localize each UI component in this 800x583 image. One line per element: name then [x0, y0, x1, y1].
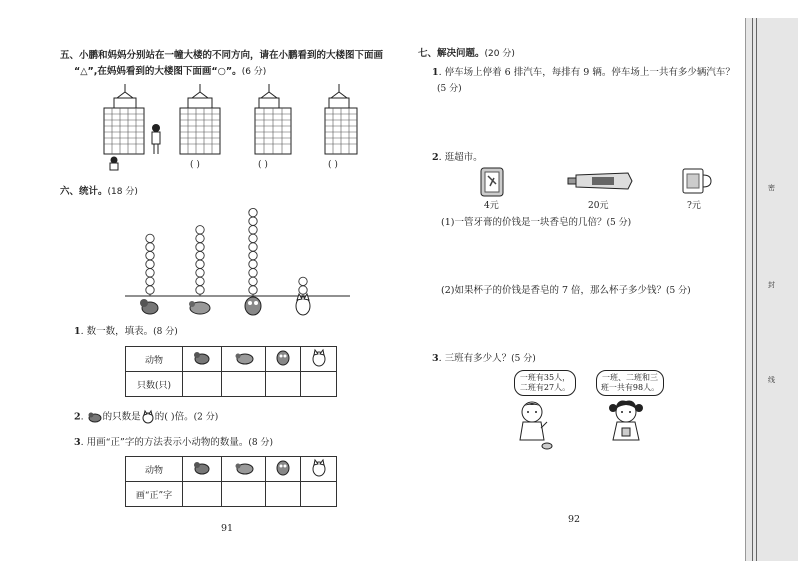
cat-icon: [313, 460, 325, 476]
count-circle: [249, 286, 257, 294]
q7-3-text: . 三班有多少人？: [438, 353, 512, 364]
owl-icon: [245, 297, 261, 315]
count-circle: [196, 234, 204, 242]
bubble1-line1: 一班有35人，: [519, 373, 571, 382]
q6-2-number: 2: [74, 411, 81, 423]
q6-2-text-c: 的( )倍。: [154, 411, 194, 423]
tally-table-dog-cell: [183, 457, 222, 482]
girl-figure-icon: [606, 398, 646, 448]
binding-line-1: [752, 18, 753, 561]
bubble1-line2: 二班有27人。: [519, 383, 571, 392]
count-circle: [299, 286, 307, 294]
q6-1-text: . 数一数，填表。: [80, 326, 154, 337]
q6-2-text-b: 的只数是: [102, 411, 141, 423]
count-circle: [249, 217, 257, 225]
tally-input-owl[interactable]: [265, 482, 301, 507]
count-circle: [249, 226, 257, 234]
count-table-row-label: 只数(只): [126, 372, 183, 397]
q6-1: [74, 326, 178, 338]
count-table-header: 动物: [126, 347, 183, 372]
pictograph-column-pigeon: [196, 226, 204, 296]
binding-strip: [745, 18, 798, 561]
tally-input-pigeon[interactable]: [222, 482, 265, 507]
boy-figure-icon: [110, 157, 118, 171]
count-table-owl-cell: [265, 347, 301, 372]
pigeon-icon: [235, 353, 253, 364]
count-circle: [249, 234, 257, 242]
page-number-right: 92: [568, 514, 581, 525]
q7-2-sub2-text: (2)如果杯子的价钱是香皂的 7 倍，那么杯子多少钱？: [441, 285, 667, 296]
buildings-illustration: [100, 84, 360, 174]
q6-2-points: (2 分): [193, 412, 219, 423]
dog-icon: [88, 413, 101, 423]
q7-2-sub1-points: (5 分): [606, 218, 632, 228]
toothpaste-icon: [566, 172, 634, 190]
q7-1-number: 1: [432, 67, 439, 78]
q6-2: [74, 410, 218, 424]
count-circle: [146, 260, 154, 268]
cat-icon: [296, 294, 310, 315]
building-4-icon: [325, 84, 357, 154]
q6-1-points: (8 分): [153, 327, 178, 337]
count-circle: [299, 277, 307, 285]
pictograph-column-dog: [146, 234, 154, 296]
building-1-icon: [104, 84, 144, 154]
count-circle: [249, 251, 257, 259]
answer-blank-building-2[interactable]: ( ): [190, 160, 200, 170]
pigeon-icon: [235, 463, 253, 474]
tally-input-dog[interactable]: [183, 482, 222, 507]
building-2-icon: [180, 84, 220, 154]
tally-table-pigeon-cell: [222, 457, 265, 482]
count-input-cat[interactable]: [301, 372, 337, 397]
count-circle: [196, 226, 204, 234]
q7-3: [432, 353, 536, 365]
count-circle: [196, 243, 204, 251]
q7-title: [418, 48, 515, 60]
q6-3-points: (8 分): [248, 438, 274, 448]
count-circle: [249, 277, 257, 285]
cat-icon: [313, 350, 325, 366]
q7-3-points: (5 分): [511, 354, 536, 364]
pictograph-column-cat: [299, 277, 307, 296]
price-soap: 4元: [484, 201, 499, 211]
tally-table-owl-cell: [265, 457, 301, 482]
dog-icon: [194, 352, 209, 364]
count-table-dog-cell: [183, 347, 222, 372]
bubble2-line1: 一班、二班和三: [602, 373, 658, 382]
count-table: [125, 346, 337, 397]
building-3-icon: [255, 84, 291, 154]
count-circle: [146, 243, 154, 251]
cup-icon: [680, 166, 712, 196]
count-input-pigeon[interactable]: [222, 372, 265, 397]
tally-table: [125, 456, 337, 507]
count-circle: [249, 260, 257, 268]
price-toothpaste: 20元: [588, 201, 609, 211]
animal-count-pictograph: [125, 200, 355, 325]
q6-1-number: 1: [74, 326, 81, 337]
count-circle: [196, 260, 204, 268]
q7-2-sub1: [441, 217, 631, 229]
q5-title-line1: 五、小鹏和妈妈分别站在一幢大楼的不同方向，请在小鹏看到的大楼图下面画: [60, 50, 384, 61]
count-circle: [196, 277, 204, 285]
q7-title-text: 七、解决问题。: [418, 48, 485, 59]
owl-icon: [277, 351, 289, 365]
count-table-cat-cell: [301, 347, 337, 372]
count-circle: [146, 234, 154, 242]
q7-3-number: 3: [432, 353, 439, 364]
count-input-owl[interactable]: [265, 372, 301, 397]
speech-bubble-2: [596, 370, 664, 396]
binding-char-2: 封: [768, 281, 775, 289]
q5-points: (6 分): [241, 67, 267, 77]
count-circle: [196, 269, 204, 277]
price-cup: ?元: [687, 201, 701, 211]
count-circle: [249, 243, 257, 251]
pigeon-icon: [189, 301, 210, 314]
count-circle: [196, 286, 204, 294]
q6-3-text: . 用画“正”字的方法表示小动物的数量。: [80, 437, 249, 448]
binding-char-3: 线: [768, 376, 775, 384]
q7-points: (20 分): [484, 49, 515, 59]
soap-icon: [478, 166, 508, 198]
q7-1-text: . 停车场上停着 6 排汽车，每排有 9 辆。停车场上一共有多少辆汽车？: [438, 67, 735, 78]
tally-table-cat-cell: [301, 457, 337, 482]
count-circle: [249, 269, 257, 277]
q7-2-sub2-points: (5 分): [666, 286, 691, 296]
answer-blank-building-4[interactable]: ( ): [328, 160, 338, 170]
speech-bubble-1: [514, 370, 576, 396]
owl-icon: [277, 461, 289, 475]
cat-icon: [143, 411, 153, 423]
tally-table-header: 动物: [126, 457, 183, 482]
dog-icon: [140, 299, 158, 314]
binding-char-1: 密: [768, 184, 775, 192]
q7-2-sub1-text: (1)一管牙膏的价钱是一块香皂的几倍？: [441, 217, 607, 228]
q5-title-line2: [74, 66, 266, 78]
count-circle: [146, 277, 154, 285]
count-circle: [249, 208, 257, 216]
count-input-dog[interactable]: [183, 372, 222, 397]
dog-icon: [194, 462, 209, 474]
tally-input-cat[interactable]: [301, 482, 337, 507]
page-number-left: 91: [221, 523, 234, 534]
q7-1: [432, 67, 735, 79]
mother-figure-icon: [152, 124, 160, 154]
bubble2-line2: 班一共有98人。: [600, 383, 660, 392]
q6-2-text-a: .: [80, 411, 87, 423]
pictograph-column-owl: [249, 208, 257, 296]
q6-3: [74, 437, 273, 449]
q6-points: (18 分): [107, 187, 138, 197]
count-circle: [196, 251, 204, 259]
q6-title: [60, 186, 138, 198]
q6-title-text: 六、统计。: [60, 186, 108, 197]
count-circle: [146, 251, 154, 259]
tally-table-row-label: 画“正”字: [126, 482, 183, 507]
boy-figure-icon: [514, 398, 554, 450]
count-circle: [146, 286, 154, 294]
count-circle: [146, 269, 154, 277]
q7-2-sub2: [441, 285, 691, 297]
q6-3-number: 3: [74, 437, 81, 448]
answer-blank-building-3[interactable]: ( ): [258, 160, 268, 170]
q7-2: [432, 152, 483, 164]
binding-line-2: [756, 18, 757, 561]
q5-title-line2-text: “△”,在妈妈看到的大楼图下面画“○”。: [74, 66, 242, 77]
q7-2-number: 2: [432, 152, 439, 163]
count-table-pigeon-cell: [222, 347, 265, 372]
q7-2-text: . 逛超市。: [438, 152, 483, 163]
q7-1-points: (5 分): [437, 84, 462, 94]
